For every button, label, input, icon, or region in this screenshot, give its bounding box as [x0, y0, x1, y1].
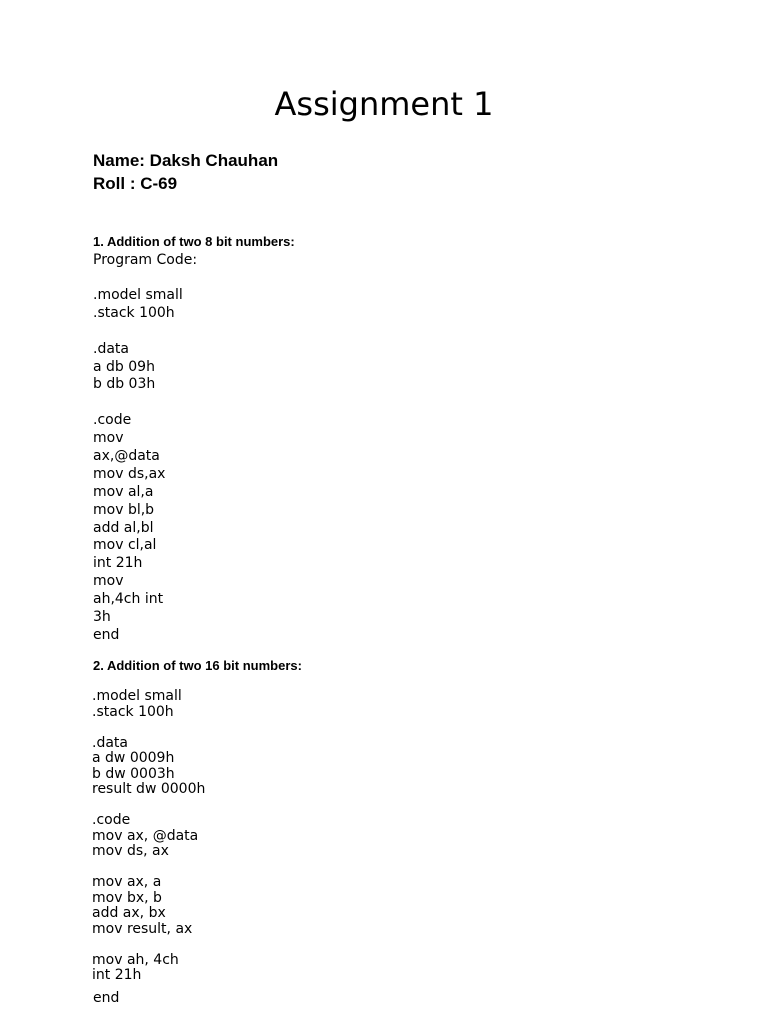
code-line: mov [93, 573, 124, 590]
code-line: .data [92, 734, 128, 751]
code-line: mov ds, ax [92, 843, 169, 859]
code-line: end [93, 626, 120, 643]
code-line: .code [93, 412, 132, 429]
code-line [92, 860, 205, 876]
section2-code-block [92, 689, 205, 984]
code-line: mov ax, a [92, 874, 162, 890]
student-name: Name: Daksh Chauhan [93, 151, 279, 170]
section2-heading: 2. Addition of two 16 bit numbers: [93, 658, 302, 673]
section2-end-line: end [93, 990, 120, 1006]
code-line: 3h [93, 609, 111, 626]
code-line: mov al,a [93, 483, 154, 500]
code-line: int 21h [92, 967, 142, 983]
code-line: mov ds,ax [93, 465, 166, 482]
student-info [93, 149, 278, 195]
code-line: mov result, ax [92, 920, 193, 937]
code-line: int 21h [93, 555, 143, 572]
code-line: a db 09h [93, 358, 155, 375]
section1-code-block [93, 287, 183, 645]
code-line [93, 323, 183, 341]
code-line: .code [92, 812, 131, 828]
code-line: .stack 100h [93, 304, 175, 321]
code-line: mov [93, 430, 124, 447]
code-line: add ax, bx [92, 905, 166, 921]
code-line [92, 937, 205, 953]
document-title: Assignment 1 [274, 85, 494, 123]
code-line: mov bx, b [92, 889, 162, 906]
code-line: mov cl,al [93, 537, 157, 554]
code-line: .model small [93, 287, 183, 303]
code-line: result dw 0000h [92, 781, 206, 797]
code-line: b db 03h [93, 376, 156, 393]
code-line [93, 394, 183, 412]
code-line: mov ax, @data [92, 827, 199, 844]
code-line: mov bl,b [93, 501, 155, 518]
code-line: b dw 0003h [92, 765, 175, 782]
code-line: ax,@data [93, 448, 160, 465]
code-line: add al,bl [93, 519, 154, 536]
code-line: a dw 0009h [92, 750, 175, 766]
code-line [92, 798, 205, 814]
section1-heading: 1. Addition of two 8 bit numbers: [93, 234, 295, 249]
code-line: .model small [92, 688, 182, 704]
code-line: mov ah, 4ch [92, 951, 179, 968]
code-line: .stack 100h [92, 703, 174, 720]
section1-label: Program Code: [93, 252, 198, 268]
code-line: ah,4ch int [93, 591, 164, 608]
student-roll: Roll : C-69 [93, 174, 178, 193]
code-line [92, 720, 205, 736]
code-line: .data [93, 340, 129, 357]
